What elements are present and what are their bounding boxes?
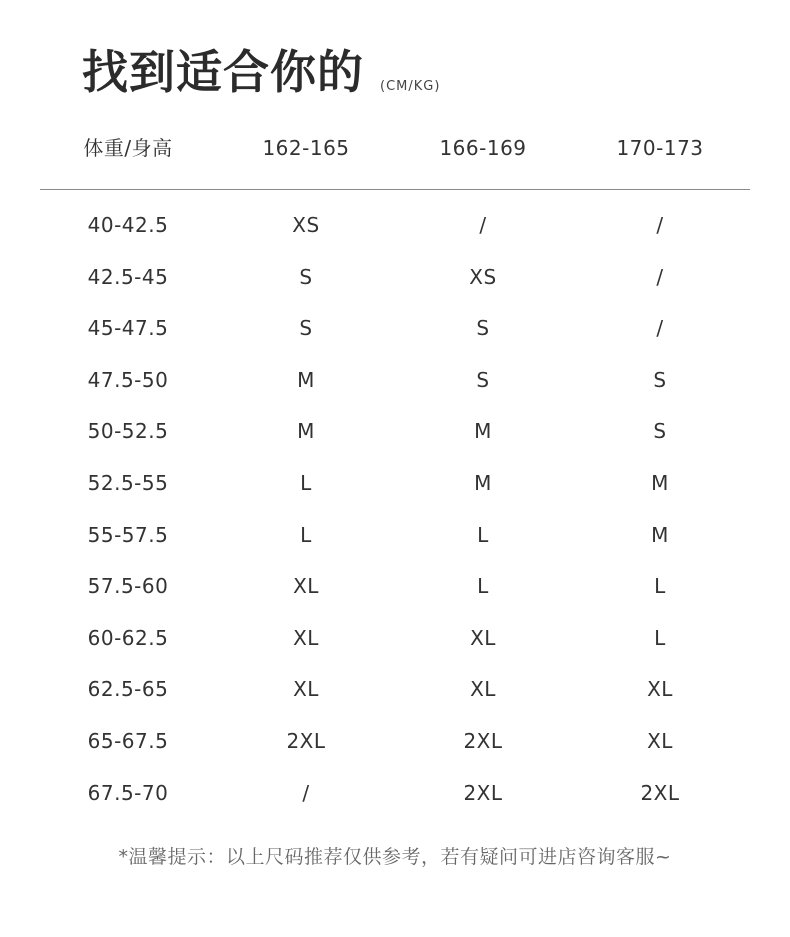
size-cell: S	[653, 367, 667, 392]
size-cell: /	[302, 780, 310, 805]
size-cell: S	[299, 316, 313, 341]
size-cell: L	[477, 522, 489, 547]
size-cell: M	[297, 367, 315, 392]
table-row	[40, 716, 750, 768]
header-height-170-173: 170-173	[616, 136, 704, 160]
size-cell: 2XL	[463, 728, 503, 753]
header-divider	[40, 189, 750, 190]
weight-cell: 57.5-60	[87, 574, 169, 599]
size-cell: L	[300, 522, 312, 547]
size-cell: S	[476, 367, 490, 392]
weight-cell: 50-52.5	[87, 419, 169, 444]
size-cell: XS	[469, 264, 497, 289]
table-row	[40, 252, 750, 304]
title-row	[82, 44, 440, 100]
size-cell: XL	[647, 728, 673, 753]
header-height-166-169: 166-169	[439, 136, 527, 160]
size-cell: S	[476, 316, 490, 341]
size-cell: L	[654, 625, 666, 650]
weight-cell: 60-62.5	[87, 625, 169, 650]
size-cell: 2XL	[286, 728, 326, 753]
size-cell: S	[299, 264, 313, 289]
weight-cell: 47.5-50	[87, 367, 169, 392]
size-cell: /	[656, 316, 664, 341]
size-cell: XL	[293, 574, 319, 599]
footnote: *温馨提示：以上尺码推荐仅供参考，若有疑问可进店咨询客服~	[118, 846, 672, 868]
size-cell: M	[474, 470, 492, 495]
size-cell: XL	[470, 677, 496, 702]
size-cell: XL	[647, 677, 673, 702]
size-cell: M	[474, 419, 492, 444]
header-height-162-165: 162-165	[262, 136, 350, 160]
size-cell: M	[651, 522, 669, 547]
weight-cell: 52.5-55	[87, 470, 169, 495]
size-cell: XL	[470, 625, 496, 650]
table-row	[40, 561, 750, 613]
table-row	[40, 768, 750, 820]
table-row	[40, 355, 750, 407]
size-cell: S	[653, 419, 667, 444]
table-header	[40, 128, 750, 168]
size-cell: L	[477, 574, 489, 599]
weight-cell: 62.5-65	[87, 677, 169, 702]
size-cell: XL	[293, 677, 319, 702]
table-row	[40, 200, 750, 252]
table-row	[40, 406, 750, 458]
table-row	[40, 664, 750, 716]
size-cell: L	[300, 470, 312, 495]
size-cell: /	[656, 264, 664, 289]
table-row	[40, 458, 750, 510]
size-cell: 2XL	[463, 780, 503, 805]
weight-cell: 40-42.5	[87, 213, 169, 237]
size-cell: XS	[292, 213, 320, 237]
unit-label: (CM/KG)	[380, 79, 441, 94]
header-weight-height: 体重/身高	[83, 136, 173, 160]
table-row	[40, 510, 750, 562]
size-cell: /	[479, 213, 487, 237]
size-cell: 2XL	[640, 780, 680, 805]
size-cell: M	[297, 419, 315, 444]
table-row	[40, 303, 750, 355]
table-row	[40, 613, 750, 665]
size-table-body	[40, 200, 750, 819]
weight-cell: 42.5-45	[87, 264, 169, 289]
weight-cell: 55-57.5	[87, 522, 169, 547]
page-title: 找到适合你的	[82, 45, 364, 99]
size-cell: M	[651, 470, 669, 495]
weight-cell: 45-47.5	[87, 316, 169, 341]
weight-cell: 67.5-70	[87, 780, 169, 805]
weight-cell: 65-67.5	[87, 728, 169, 753]
size-cell: /	[656, 213, 664, 237]
size-cell: L	[654, 574, 666, 599]
size-cell: XL	[293, 625, 319, 650]
